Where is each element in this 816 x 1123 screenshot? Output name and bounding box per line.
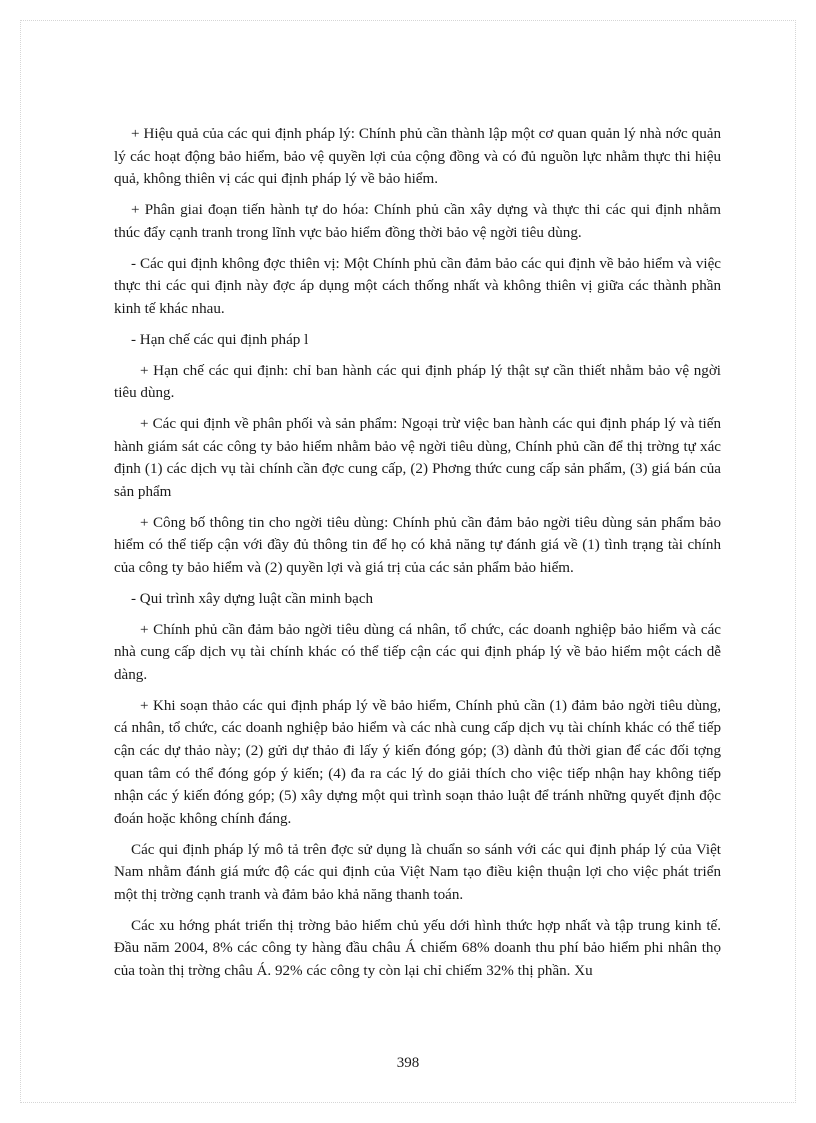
paragraph: + Công bố thông tin cho ngời tiêu dùng: Chính phủ cần đảm bảo ngời tiêu dùng sản phẩm bảo hiểm có thể tiếp cận với đầy đủ thông tin để họ có khả năng tự đánh giá về (1) tình trạng tài chính của công ty bảo hiểm và (2) quyền lợi và giá trị của các sản phẩm bảo hiểm. xyxy=(114,514,721,576)
paragraph: - Qui trình xây dựng luật cần minh bạch xyxy=(131,590,374,607)
paragraph: + Hiệu quả của các qui định pháp lý: Chính phủ cần thành lập một cơ quan quản lý nhà nớc quản lý các hoạt động bảo hiểm, bảo vệ quyền lợi của cộng đồng và có đủ nguồn lực nhằm thực thi hiệu quả, không thiên vị các qui định pháp lý về bảo hiểm. xyxy=(114,126,721,188)
page-number: 398 xyxy=(396,1055,420,1071)
paragraph: - Hạn chế các qui định pháp l xyxy=(131,331,309,348)
paragraph: + Hạn chế các qui định: chỉ ban hành các qui định pháp lý thật sự cần thiết nhằm bảo vệ ngời tiêu dùng. xyxy=(114,362,721,402)
paragraph: - Các qui định không đợc thiên vị: Một Chính phủ cần đảm bảo các qui định về bảo hiểm và việc thực thi các qui định này đợc áp dụng một cách thống nhất và không thiên vị giữa các thành phần kinh tế khác nhau. xyxy=(114,255,721,317)
body-text xyxy=(114,123,721,991)
paragraph: + Khi soạn thảo các qui định pháp lý về bảo hiểm, Chính phủ cần (1) đảm bảo ngời tiêu dùng, cá nhân, tổ chức, các doanh nghiệp bảo hiểm và các nhà cung cấp dịch vụ tài chính khác có thể tiếp cận các dự thảo này; (2) gửi dự thảo đi lấy ý kiến đóng góp; (3) dành đủ thời gian để các đối tợng quan tâm có thể đóng góp ý kiến; (4) đa ra các lý do giải thích cho việc tiếp nhận hay không tiếp nhận các ý kiến đóng góp; (5) xây dựng một qui trình soạn thảo luật để tránh những quyết định độc đoán hoặc không chính đáng. xyxy=(114,697,721,827)
paragraph: + Phân giai đoạn tiến hành tự do hóa: Chính phủ cần xây dựng và thực thi các qui định nhằm thúc đẩy cạnh tranh trong lĩnh vực bảo hiểm đồng thời bảo vệ ngời tiêu dùng. xyxy=(114,202,721,241)
paragraph: + Các qui định về phân phối và sản phẩm: Ngoại trừ việc ban hành các qui định pháp lý và tiến hành giám sát các công ty bảo hiểm nhằm bảo vệ ngời tiêu dùng, Chính phủ cần để thị trờng tự xác định (1) các dịch vụ tài chính cần đợc cung cấp, (2) Phơng thức cung cấp sản phẩm, (3) giá bán của sản phẩm xyxy=(114,416,721,500)
paragraph: + Chính phủ cần đảm bảo ngời tiêu dùng cá nhân, tổ chức, các doanh nghiệp bảo hiểm và các nhà cung cấp dịch vụ tài chính khác có thể tiếp cận các qui định pháp lý về bảo hiểm một cách dễ dàng. xyxy=(114,621,721,683)
paragraph: Các xu hớng phát triển thị trờng bảo hiểm chủ yếu dới hình thức hợp nhất và tập trung kinh tế. Đầu năm 2004, 8% các công ty hàng đầu châu Á chiếm 68% doanh thu phí bảo hiểm phi nhân thọ của toàn thị trờng châu Á. 92% các công ty còn lại chỉ chiếm 32% thị phần. Xu xyxy=(114,917,721,979)
paragraph: Các qui định pháp lý mô tả trên đợc sử dụng là chuẩn so sánh với các qui định pháp lý của Việt Nam nhằm đánh giá mức độ các qui định của Việt Nam tạo điều kiện thuận lợi cho việc phát triển một thị trờng cạnh tranh và đảm bảo khả năng thanh toán. xyxy=(114,841,721,903)
